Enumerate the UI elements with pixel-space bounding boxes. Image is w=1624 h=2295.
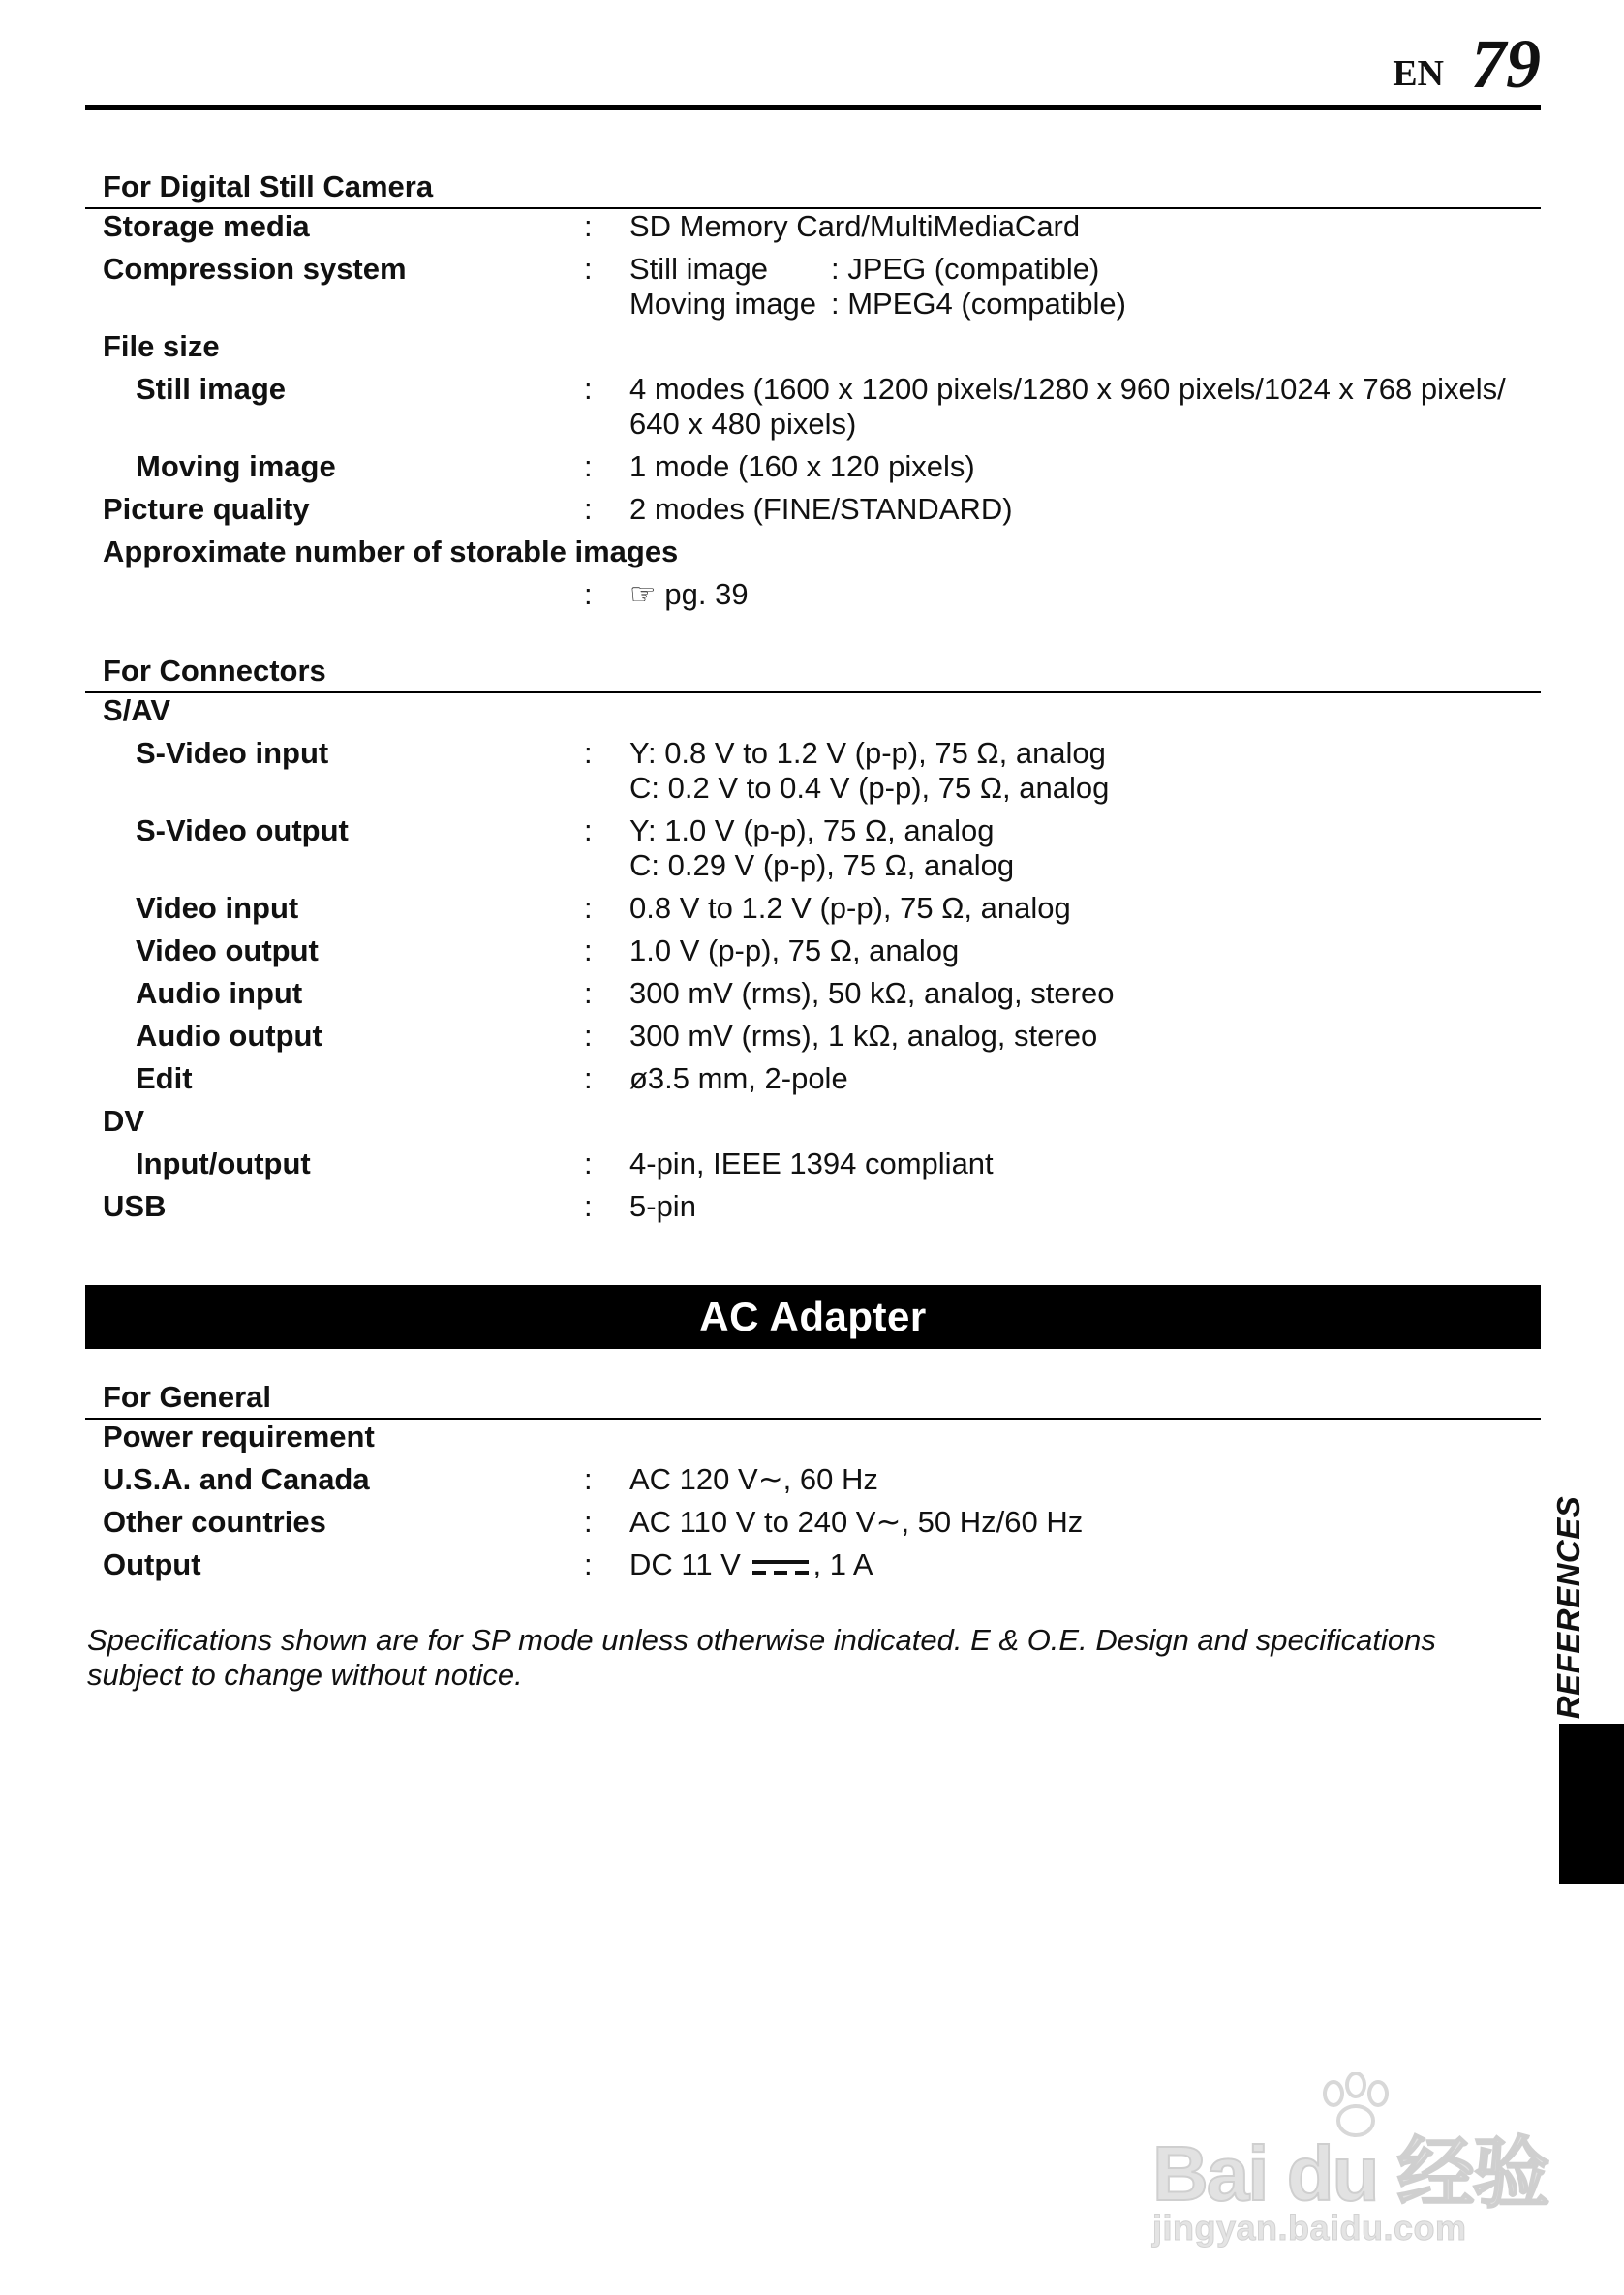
spec-label: Video input — [136, 891, 299, 925]
spec-label: Still image — [136, 372, 287, 406]
colon-separator: : — [584, 1147, 593, 1180]
spec-label: Edit — [136, 1061, 193, 1095]
compression-moving-key: Moving image — [629, 287, 816, 321]
spec-label: Audio input — [136, 976, 303, 1010]
section-heading: For Digital Still Camera — [85, 167, 1541, 209]
spec-value: 1.0 V (p-p), 75 Ω, analog — [629, 933, 960, 967]
spec-value: 1 mode (160 x 120 pixels) — [629, 449, 975, 483]
spec-value: ø3.5 mm, 2-pole — [629, 1061, 848, 1095]
spec-value — [629, 813, 1014, 883]
spec-label: S-Video output — [136, 813, 349, 847]
spec-value: 4-pin, IEEE 1394 compliant — [629, 1147, 994, 1180]
colon-separator: : — [584, 577, 593, 611]
colon-separator: : — [584, 933, 593, 967]
page-header — [85, 25, 1541, 110]
spec-value: 5-pin — [629, 1189, 696, 1223]
spec-value: 2 modes (FINE/STANDARD) — [629, 492, 1013, 526]
page-reference-link[interactable]: ☞ pg. 39 — [629, 577, 749, 611]
spec-value-line: C: 0.2 V to 0.4 V (p-p), 75 Ω, analog — [629, 771, 1110, 805]
footnote: Specifications shown are for SP mode unless otherwise indicated. E & O.E. Design and specifications subject to change without notice. — [87, 1623, 1436, 1692]
spec-label: U.S.A. and Canada — [103, 1462, 370, 1496]
baidu-watermark — [1143, 2072, 1569, 2256]
output-value-prefix: DC 11 V — [629, 1547, 741, 1581]
colon-separator: : — [584, 1061, 593, 1095]
references-tab[interactable] — [1559, 1724, 1624, 1884]
language-label: EN — [1393, 53, 1444, 94]
spec-value: 0.8 V to 1.2 V (p-p), 75 Ω, analog — [629, 891, 1071, 925]
colon-separator: : — [584, 1019, 593, 1053]
ac-adapter-section — [85, 1377, 1541, 1581]
connectors-section — [85, 651, 1541, 1223]
spec-label: Audio output — [136, 1019, 322, 1053]
compression-still-key: Still image — [629, 252, 768, 286]
colon-separator: : — [584, 891, 593, 925]
spec-label: Compression system — [103, 252, 407, 286]
colon-separator: : — [584, 736, 593, 770]
spec-value-line: Y: 0.8 V to 1.2 V (p-p), 75 Ω, analog — [629, 736, 1106, 770]
colon-separator: : — [584, 1505, 593, 1539]
spec-value: AC 120 V∼, 60 Hz — [629, 1462, 878, 1496]
spec-label: Picture quality — [103, 492, 310, 526]
spec-value: SD Memory Card/MultiMediaCard — [629, 209, 1081, 243]
spec-value — [629, 1547, 873, 1582]
section-heading: For General — [85, 1377, 1541, 1420]
spec-label: DV — [103, 1104, 145, 1138]
spec-value: 300 mV (rms), 1 kΩ, analog, stereo — [629, 1019, 1098, 1053]
spec-label: File size — [103, 329, 220, 363]
colon-separator: : — [584, 209, 593, 243]
spec-label: Approximate number of storable images — [103, 535, 679, 568]
colon-separator: : — [584, 449, 593, 483]
page-number: 79 — [1471, 25, 1541, 103]
spec-label: Input/output — [136, 1147, 311, 1180]
colon-separator: : — [584, 492, 593, 526]
digital-still-camera-section — [85, 167, 1541, 611]
spec-label: S-Video input — [136, 736, 329, 770]
watermark-brand: Bai du 经验 — [1152, 2130, 1548, 2217]
section-heading: For Connectors — [85, 651, 1541, 693]
spec-label: Moving image — [136, 449, 336, 483]
colon-separator: : — [584, 813, 593, 847]
compression-moving-value: : MPEG4 (compatible) — [831, 287, 1126, 321]
colon-separator: : — [584, 1462, 593, 1496]
spec-value-line: 640 x 480 pixels) — [629, 407, 857, 441]
spec-value — [629, 252, 1126, 321]
output-value-suffix: , 1 A — [812, 1547, 873, 1581]
spec-label: Storage media — [103, 209, 310, 243]
references-label-text: REFERENCES — [1550, 1495, 1586, 1720]
compression-still-value: : JPEG (compatible) — [831, 252, 1100, 286]
dc-current-icon — [751, 1554, 811, 1579]
spec-label: Other countries — [103, 1505, 326, 1539]
spec-value-line: 4 modes (1600 x 1200 pixels/1280 x 960 pixels/1024 x 768 pixels/ — [629, 372, 1506, 406]
spec-label: Output — [103, 1547, 201, 1581]
spec-value: 300 mV (rms), 50 kΩ, analog, stereo — [629, 976, 1115, 1010]
spec-label: Power requirement — [103, 1420, 375, 1454]
colon-separator: : — [584, 1189, 593, 1223]
spec-label: USB — [103, 1189, 167, 1223]
colon-separator: : — [584, 976, 593, 1010]
spec-value: AC 110 V to 240 V∼, 50 Hz/60 Hz — [629, 1505, 1084, 1539]
spec-label: Video output — [136, 933, 319, 967]
colon-separator: : — [584, 372, 593, 406]
colon-separator: : — [584, 1547, 593, 1581]
colon-separator: : — [584, 252, 593, 286]
watermark-domain: jingyan.baidu.com — [1152, 2208, 1467, 2248]
spec-value-line: Y: 1.0 V (p-p), 75 Ω, analog — [629, 813, 995, 847]
references-side-label — [1549, 1495, 1588, 1720]
spec-value — [629, 372, 1506, 442]
ac-adapter-banner: AC Adapter — [85, 1285, 1541, 1349]
spec-label: S/AV — [103, 693, 171, 727]
spec-value-line: C: 0.29 V (p-p), 75 Ω, analog — [629, 848, 1015, 882]
spec-value — [629, 736, 1109, 806]
